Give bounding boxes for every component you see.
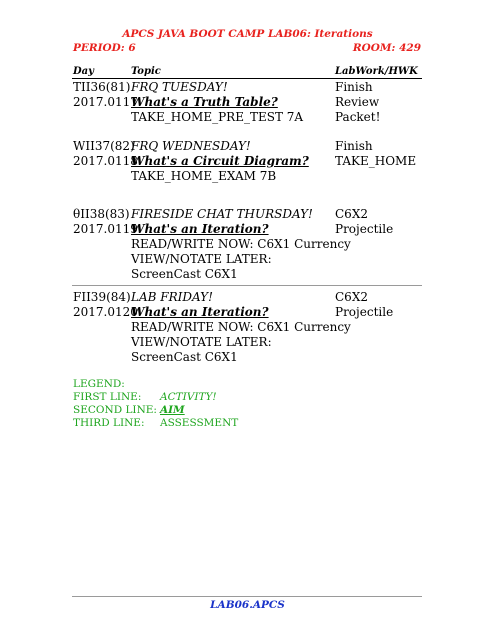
entry-day-code: FII39(84)	[73, 290, 131, 304]
column-header-topic: Topic	[131, 66, 161, 77]
entry-lab: Projectile	[335, 222, 394, 236]
entry-lab: Review	[335, 95, 380, 109]
entry-date: 2017.0117	[73, 95, 138, 109]
entry-detail: READ/WRITE NOW: C6X1 Currency	[131, 320, 351, 334]
entry-activity: FIRESIDE CHAT THURSDAY!	[131, 207, 313, 221]
entry-lab: Packet!	[335, 110, 381, 124]
entry-date: 2017.0120	[73, 305, 138, 319]
period-label: PERIOD: 6	[73, 42, 136, 54]
column-header-day: Day	[73, 66, 94, 77]
entry-lab: C6X2	[335, 207, 368, 221]
entry-day-code: θII38(83)	[73, 207, 130, 221]
entry-day-code: WII37(82)	[73, 139, 135, 153]
entry-lab: Finish	[335, 80, 373, 94]
entry-aim: What's a Truth Table?	[131, 95, 278, 109]
entry-lab: Finish	[335, 139, 373, 153]
legend-value-activity: ACTIVITY!	[160, 391, 217, 403]
legend-title: LEGEND:	[73, 378, 125, 390]
room-label: ROOM: 429	[352, 42, 421, 54]
entry-date: 2017.0119	[73, 222, 138, 236]
entry-activity: FRQ TUESDAY!	[131, 80, 228, 94]
legend-label-second-line: SECOND LINE:	[73, 404, 157, 416]
entry-aim: What's a Circuit Diagram?	[131, 154, 309, 168]
footer-rule	[72, 596, 422, 597]
entry-lab: C6X2	[335, 290, 368, 304]
entry-activity: LAB FRIDAY!	[131, 290, 213, 304]
entry-detail: TAKE_HOME_EXAM 7B	[131, 169, 277, 183]
entry-detail: VIEW/NOTATE LATER:	[131, 335, 272, 349]
entry-day-code: TII36(81)	[73, 80, 131, 94]
legend-label-first-line: FIRST LINE:	[73, 391, 142, 403]
entry-aim: What's an Iteration?	[131, 222, 269, 236]
entry-detail: ScreenCast C6X1	[131, 350, 238, 364]
legend-label-third-line: THIRD LINE:	[73, 417, 145, 429]
entry-detail: TAKE_HOME_PRE_TEST 7A	[131, 110, 304, 124]
legend-value-aim: AIM	[160, 404, 185, 416]
entry-detail: VIEW/NOTATE LATER:	[131, 252, 272, 266]
column-header-labwork: LabWork/HWK	[335, 66, 418, 77]
entry-detail: READ/WRITE NOW: C6X1 Currency	[131, 237, 351, 251]
entry-detail: ScreenCast C6X1	[131, 267, 238, 281]
legend-value-assessment: ASSESSMENT	[160, 417, 239, 429]
section-divider	[72, 285, 422, 286]
page-title: APCS JAVA BOOT CAMP LAB06: Iterations	[122, 28, 373, 40]
entry-activity: FRQ WEDNESDAY!	[131, 139, 251, 153]
entry-lab: TAKE_HOME	[335, 154, 417, 168]
entry-lab: Projectile	[335, 305, 394, 319]
footer-label: LAB06.APCS	[210, 599, 285, 611]
entry-aim: What's an Iteration?	[131, 305, 269, 319]
header-rule	[72, 78, 422, 79]
entry-date: 2017.0118	[73, 154, 138, 168]
